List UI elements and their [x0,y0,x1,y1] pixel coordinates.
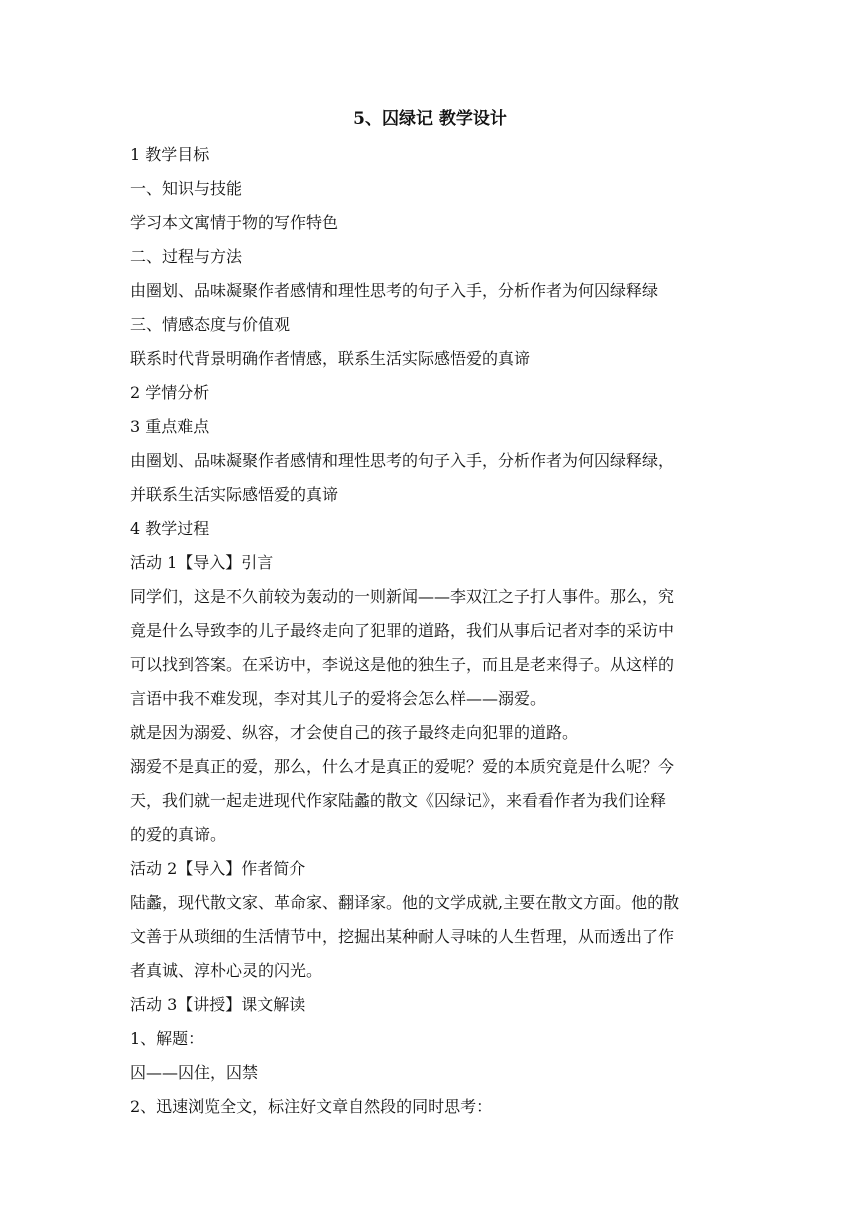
body-line: 者真诚、淳朴心灵的闪光。 [130,961,323,980]
body-line: 学习本文寓情于物的写作特色 [130,213,339,232]
section-heading-learning-analysis: 2 学情分析 [130,383,210,402]
body-line: 天，我们就一起走进现代作家陆蠡的散文《囚绿记》，来看看作者为我们诠释 [130,791,667,810]
body-line: 并联系生活实际感悟爱的真谛 [130,485,339,504]
section-heading-objectives: 1 教学目标 [130,145,210,164]
body-line: 可以找到答案。在采访中，李说这是他的独生子，而且是老来得子。从这样的 [130,655,675,674]
body-line: 文善于从琐细的生活情节中，挖掘出某种耐人寻味的人生哲理，从而透出了作 [130,927,675,946]
body-line: 竟是什么导致李的儿子最终走向了犯罪的道路，我们从事后记者对李的采访中 [130,621,675,640]
subheading-emotion-values: 三、情感态度与价值观 [130,315,291,334]
section-heading-key-difficulties: 3 重点难点 [130,417,210,436]
activity-heading-3: 活动 3【讲授】课文解读 [130,995,306,1014]
subheading-knowledge-skills: 一、知识与技能 [130,179,243,198]
activity-heading-2: 活动 2【导入】作者简介 [130,859,306,878]
body-line: 同学们，这是不久前较为轰动的一则新闻——李双江之子打人事件。那么，究 [130,587,675,606]
body-line: 1、解题： [130,1029,205,1048]
body-line: 2、迅速浏览全文，标注好文章自然段的同时思考： [130,1097,493,1116]
document-body [130,138,730,1124]
body-line: 溺爱不是真正的爱，那么，什么才是真正的爱呢？爱的本质究竟是什么呢？今 [130,757,675,776]
section-heading-teaching-process: 4 教学过程 [130,519,210,538]
body-line: 由圈划、品味凝聚作者感情和理性思考的句子入手，分析作者为何囚绿释绿， [130,451,675,470]
subheading-process-method: 二、过程与方法 [130,247,243,266]
body-line: 就是因为溺爱、纵容，才会使自己的孩子最终走向犯罪的道路。 [130,723,579,742]
activity-heading-1: 活动 1【导入】引言 [130,553,274,572]
body-line: 的爱的真谛。 [130,825,227,844]
body-line: 言语中我不难发现，李对其儿子的爱将会怎么样——溺爱。 [130,689,547,708]
body-line: 陆蠡，现代散文家、革命家、翻译家。他的文学成就,主要在散文方面。他的散 [130,893,680,912]
body-line: 囚——囚住，囚禁 [130,1063,259,1082]
document-title: 5、囚绿记 教学设计 [353,109,507,129]
body-line: 由圈划、品味凝聚作者感情和理性思考的句子入手，分析作者为何囚绿释绿 [130,281,659,300]
body-line: 联系时代背景明确作者情感，联系生活实际感悟爱的真谛 [130,349,531,368]
